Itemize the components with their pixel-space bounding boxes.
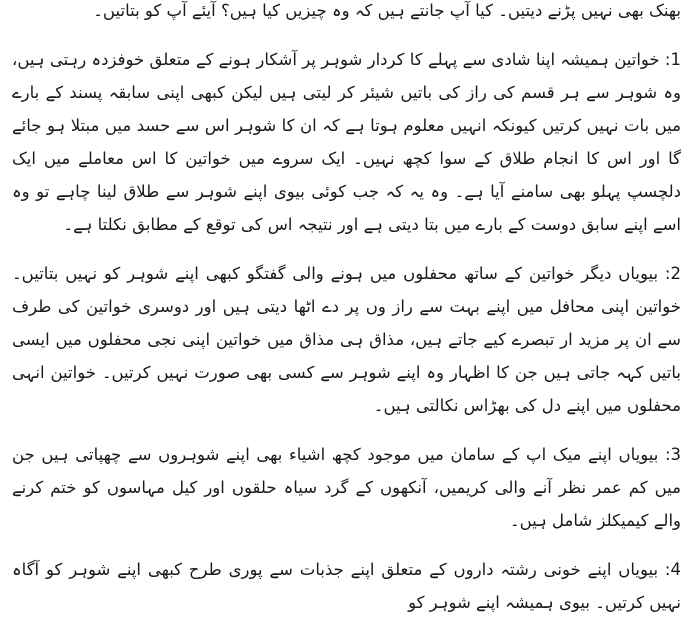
paragraph-2: 2: بیویاں دیگر خواتین کے ساتھ محفلوں میں ہونے والی گفتگو کبھی اپنے شوہر کو نہیں بتاتیں۔ خواتین اپنی محافل میں اپنے بہت سے راز وں پر دے اٹھا دیتی ہیں اور دوسری خواتین کی طرف سے ان پر مزید ار تبصرے کیے جاتے ہیں، مذاق ہی مذاق میں خواتین اپنی نجی محفلوں میں ایسی باتیں کہہ جاتی ہیں جن کا اظہار وہ اپنے شوہر سے کسی بھی صورت نہیں کرتیں۔ خواتین انہی محفلوں میں اپنے دل کی بھڑاس نکالتی ہیں۔	[12, 264, 681, 415]
paragraph-1: 1: خواتین ہمیشہ اپنا شادی سے پہلے کا کردار شوہر پر آشکار ہونے کے متعلق خوفزدہ رہتی ہیں، وہ شوہر سے ہر قسم کی راز کی باتیں شیئر کر لیتی ہیں لیکن کبھی اپنی سابقہ پسند کے بارے میں بات نہیں کرتیں کیونکہ انہیں معلوم ہوتا ہے کہ ان کا شوہر اس سے حسد میں مبتلا ہو جائے گا اور اس کا انجام طلاق کے سوا کچھ نہیں۔ ایک سروے میں خواتین کا اس معاملے میں ایک دلچسپ پہلو بھی سامنے آیا ہے۔ وہ یہ کہ جب کوئی بیوی اپنے شوہر سے طلاق لینا چاہے تو وہ اسے اپنے سابق دوست کے بارے میں بتا دیتی ہے اور نتیجہ اس کی توقع کے مطابق نکلتا ہے۔	[12, 50, 681, 234]
paragraph-3: 3: بیویاں اپنے میک اپ کے سامان میں موجود کچھ اشیاء بھی اپنے شوہروں سے چھپاتی ہیں جن میں کم عمر نظر آنے والی کریمیں، آنکھوں کے گرد سیاہ حلقوں اور کیل مہاسوں کو ختم کرنے والے کیمیکلز شامل ہیں۔	[12, 445, 681, 530]
intro-paragraph: بھنک بھی نہیں پڑنے دیتیں۔ کیا آپ جانتے ہیں کہ وہ چیزیں کیا ہیں؟ آیئے آپ کو بتاتیں۔	[93, 1, 681, 20]
paragraph-4: 4: بیویاں اپنے خونی رشتہ داروں کے متعلق اپنے جذبات سے پوری طرح کبھی اپنے شوہر کو آگاہ نہیں کرتیں۔ بیوی ہمیشہ اپنے شوہر کو	[12, 560, 681, 612]
